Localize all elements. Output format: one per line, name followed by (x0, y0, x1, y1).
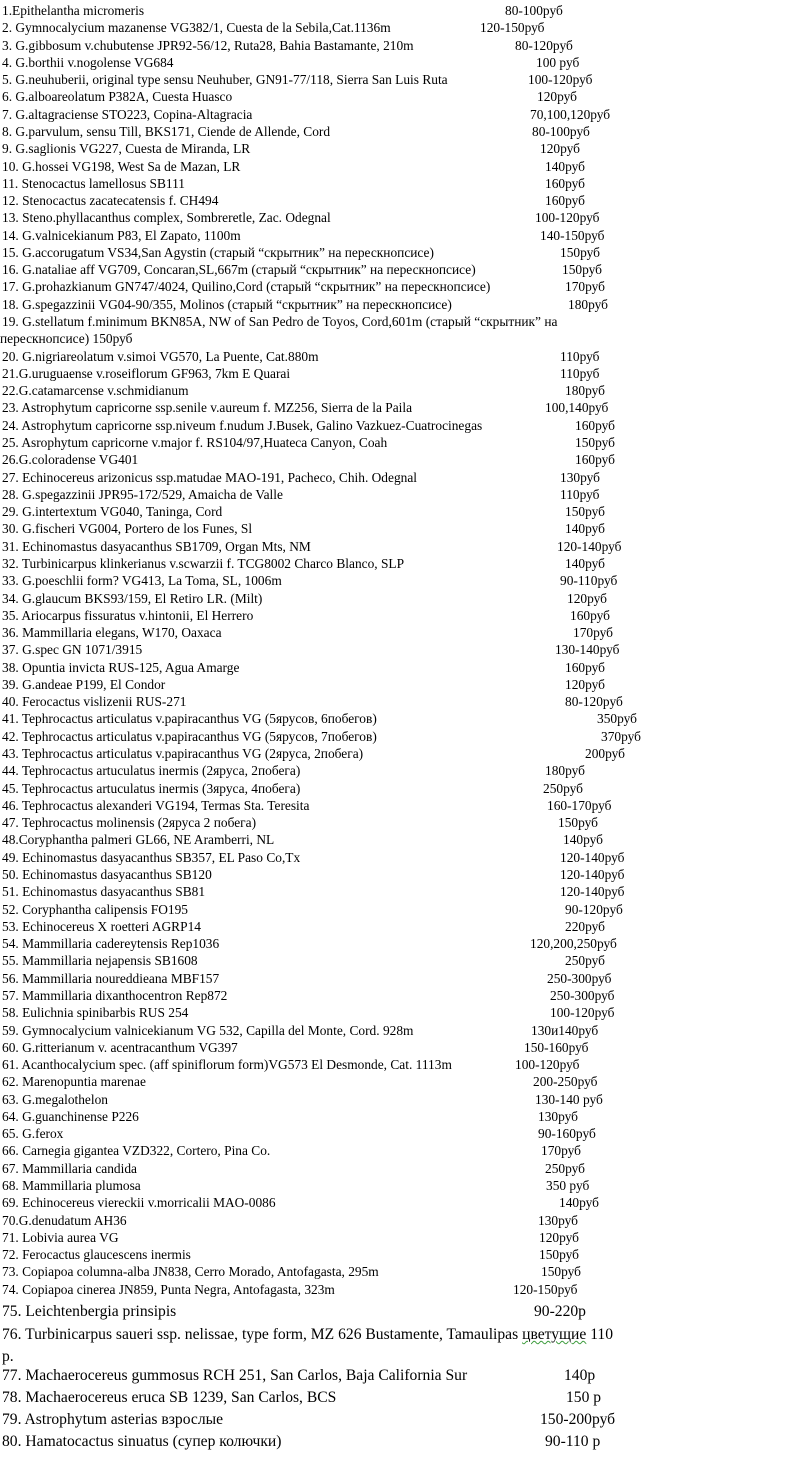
list-item (0, 935, 800, 952)
item-name: 61. Acanthocalycium spec. (aff spiniflorum form)VG573 El Desmonde, Cat. 1113m (2, 1057, 452, 1073)
list-item (0, 607, 800, 624)
list-item (0, 503, 800, 520)
item-price: 120-140руб (560, 867, 625, 882)
item-name: 23. Astrophytum capricorne ssp.senile v.aureum f. MZ256, Sierra de la Paila (2, 400, 413, 416)
item-name: 36. Mammillaria elegans, W170, Oaxaca (2, 625, 222, 641)
list-item (0, 1432, 800, 1452)
list-item (0, 1073, 800, 1090)
item-name: 7. G.altagraciense STO223, Copina-Altagracia (2, 106, 253, 122)
item-name: 67. Mammillaria candida (2, 1160, 137, 1176)
list-item (0, 1160, 800, 1177)
item-name: 70.G.denudatum AH36 (2, 1212, 127, 1228)
item-price: 250руб (545, 1160, 585, 1176)
item-price: 110руб (560, 365, 600, 381)
item-name: 3. G.gibbosum v.chubutense JPR92-56/12, Ruta28, Bahia Bastamante, 210m (2, 37, 414, 53)
item-price: 150руб (565, 504, 605, 520)
list-item (0, 192, 800, 209)
item-price: 150руб (539, 1247, 579, 1263)
item-name: 20. G.nigriareolatum v.simoi VG570, La Puente, Cat.880m (2, 348, 319, 364)
list-item (0, 1388, 800, 1408)
item-name: 58. Eulichnia spinibarbis RUS 254 (2, 1005, 189, 1021)
item-name: 8. G.parvulum, sensu Till, BKS171, Ciende de Allende, Cord (2, 123, 331, 139)
item-price: 250-300руб (547, 970, 612, 986)
item-price: 120-140руб (560, 849, 625, 865)
list-item (0, 624, 800, 641)
item-price: 80-100руб (505, 3, 563, 18)
item-price: 160руб (575, 452, 615, 468)
list-item (0, 814, 800, 831)
item-price: 250руб (565, 953, 605, 969)
item-price: 120руб (537, 89, 577, 105)
item-name: 78. Machaerocereus eruca SB 1239, San Carlos, BCS (2, 1389, 337, 1406)
item-name: 25. Asrophytum capricorne v.major f. RS104/97,Huateca Canyon, Coah (2, 435, 388, 450)
list-item (0, 659, 800, 676)
item-price: 120руб (565, 676, 605, 692)
item-name: 51. Echinomastus dasyacanthus SB81 (2, 884, 206, 900)
item-name: 26.G.coloradense VG401 (2, 452, 139, 468)
list-item (0, 866, 800, 883)
item-name: перескнопсисе) 150руб (0, 331, 133, 347)
item-name: 68. Mammillaria plumosa (2, 1178, 141, 1194)
list-item (0, 676, 800, 693)
item-price: 90-110 р (545, 1433, 601, 1450)
list-item (0, 641, 800, 658)
item-name: 28. G.spegazzinii JPR95-172/529, Amaicha de Valle (2, 486, 283, 502)
list-item (0, 572, 800, 589)
item-note: цветущие (522, 1326, 587, 1343)
item-name: 52. Coryphantha calipensis FO195 (2, 901, 188, 917)
item-name: 37. G.spec GN 1071/3915 (2, 642, 143, 658)
item-name: 55. Mammillaria nejapensis SB1608 (2, 953, 198, 969)
item-price: 140руб (559, 1195, 599, 1211)
list-item (0, 520, 800, 537)
list-item (0, 348, 800, 365)
item-price: 140-150руб (540, 227, 605, 243)
item-name: 44. Tephrocactus artuculatus inermis (2яруса, 2побега) (2, 763, 301, 779)
item-name: 76. Turbinicarpus saueri ssp. nelissae, type form, MZ 626 Bustamente, Tamaulipas (2, 1326, 519, 1343)
list-item (0, 54, 800, 71)
item-name: 22.G.catamarcense v.schmidianum (2, 383, 189, 399)
list-item (0, 37, 800, 54)
list-item (0, 486, 800, 503)
list-item (0, 1056, 800, 1073)
list-item (0, 849, 800, 866)
list-item (0, 1108, 800, 1125)
list-item (0, 762, 800, 779)
list-item (0, 1263, 800, 1280)
item-name: 24. Astrophytum capricorne ssp.niveum f.nudum J.Busek, Galino Vazkuez-Cuatrocinegas (2, 417, 483, 433)
item-price: 350руб (597, 711, 637, 727)
item-name: 9. G.saglionis VG227, Cuesta de Miranda, LR (2, 141, 251, 157)
list-item (0, 918, 800, 935)
item-price: 160руб (575, 417, 615, 433)
item-name: 46. Tephrocactus alexanderi VG194, Termas Sta. Teresita (2, 797, 310, 813)
list-item (0, 158, 800, 175)
item-name: 18. G.spegazzinii VG04-90/355, Molinos (старый “скрытник” на перескнопсисе) (2, 296, 452, 312)
item-name: 50. Echinomastus dasyacanthus SB120 (2, 867, 212, 882)
item-name: 79. Astrophytum asterias взрослые (2, 1411, 223, 1428)
item-name: 2. Gymnocalycium mazanense VG382/1, Cuesta de la Sebila,Cat.1136m (2, 20, 391, 36)
list-item (0, 555, 800, 572)
item-name: 16. G.nataliae aff VG709, Concaran,SL,667m (старый “скрытник” на перескнопсисе) (2, 262, 476, 278)
item-price: 100-120руб (528, 72, 593, 88)
list-item (0, 175, 800, 192)
item-price: 100,140руб (545, 400, 609, 416)
item-price: 160руб (565, 659, 605, 675)
list-item (0, 469, 800, 486)
item-price: 80-120руб (515, 37, 573, 53)
item-price: 110руб (560, 486, 600, 502)
item-name: 1.Epithelantha micromeris (2, 3, 145, 18)
item-name: 35. Ariocarpus fissuratus v.hintonii, El Herrero (2, 607, 254, 623)
item-price: 130руб (560, 469, 600, 485)
list-item (0, 987, 800, 1004)
item-price: 220руб (565, 918, 605, 934)
item-name: 59. Gymnocalycium valnicekianum VG 532, Capilla del Monte, Cord. 928m (2, 1022, 414, 1038)
item-name: 5. G.neuhuberii, original type sensu Neuhuber, GN91-77/118, Sierra San Luis Ruta (2, 72, 448, 88)
item-name: 65. G.ferox (2, 1126, 64, 1142)
item-price: 130и140руб (531, 1022, 599, 1038)
item-price: 150руб (575, 435, 615, 450)
item-price: 200руб (585, 746, 625, 762)
item-price: 100 руб (536, 54, 580, 70)
list-item (0, 382, 800, 399)
item-name: 13. Steno.phyllacanthus complex, Sombreretle, Zac. Odegnal (2, 210, 331, 226)
item-price: 120-140руб (557, 538, 622, 554)
list-item (0, 123, 800, 140)
list-item (0, 1366, 800, 1386)
item-name: 4. G.borthii v.nogolense VG684 (2, 54, 174, 70)
item-price: 150руб (541, 1264, 581, 1280)
list-item (0, 330, 800, 347)
list-item (0, 434, 800, 451)
item-name: 19. G.stellatum f.minimum BKN85A, NW of San Pedro de Toyos, Cord,601m (старый “скрытник” на (2, 314, 558, 330)
list-item (0, 797, 800, 814)
list-item (0, 278, 800, 295)
item-name: 10. G.hossei VG198, West Sa de Mazan, LR (2, 158, 241, 174)
item-name: 80. Hamatocactus sinuatus (супер колючки) (2, 1433, 282, 1450)
item-price: 170руб (541, 1143, 581, 1159)
item-name: 32. Turbinicarpus klinkerianus v.scwarzii f. TCG8002 Charco Blanco, SLP (2, 555, 405, 571)
item-name: 72. Ferocactus glaucescens inermis (2, 1247, 191, 1263)
item-price: 150руб (560, 244, 600, 260)
item-price: 80-100руб (532, 123, 590, 139)
item-name: 60. G.ritterianum v. acentracanthum VG397 (2, 1039, 238, 1055)
item-price: 90-120руб (565, 901, 623, 917)
list-item (0, 1229, 800, 1246)
list-item (0, 399, 800, 416)
item-price: 100-120руб (550, 1005, 615, 1021)
item-name: 77. Machaerocereus gummosus RCH 251, San Carlos, Baja California Sur (2, 1367, 468, 1384)
item-name: 66. Carnegia gigantea VZD322, Cortero, Pina Co. (2, 1143, 271, 1159)
list-item (0, 106, 800, 123)
item-name: 75. Leichtenbergia prinsipis (2, 1303, 177, 1320)
list-item (0, 1039, 800, 1056)
item-price: 110 (590, 1326, 614, 1343)
list-item (0, 745, 800, 762)
item-name: 43. Tephrocactus articulatus v.papiracanthus VG (2яруса, 2побега) (2, 746, 364, 762)
list-item (0, 296, 800, 313)
list-item (0, 227, 800, 244)
item-price: 150 р (566, 1389, 602, 1406)
item-price: 100-120руб (535, 210, 600, 226)
item-price: 150-200руб (540, 1411, 616, 1428)
item-price: 150руб (558, 815, 598, 831)
item-name: 39. G.andeae P199, El Condor (2, 676, 166, 692)
item-name: 29. G.intertextum VG040, Taninga, Cord (2, 504, 223, 520)
item-name: 40. Ferocactus vislizenii RUS-271 (2, 694, 187, 710)
item-name: 21.G.uruguaense v.roseiflorum GF963, 7km E Quarai (2, 365, 291, 381)
list-item (0, 1194, 800, 1211)
item-price: 90-220р (534, 1303, 586, 1320)
item-name: 45. Tephrocactus artuculatus inermis (3яруса, 4побега) (2, 780, 301, 796)
item-price: 130-140руб (555, 642, 620, 658)
item-price: 140р (564, 1367, 596, 1384)
list-item (0, 901, 800, 918)
item-name: 12. Stenocactus zacatecatensis f. CH494 (2, 193, 219, 209)
list-item (0, 244, 800, 261)
item-price: 100-120руб (515, 1057, 580, 1073)
list-item (0, 590, 800, 607)
item-name: 53. Echinocereus X roetteri AGRP14 (2, 918, 201, 934)
list-item (0, 209, 800, 226)
item-name: 57. Mammillaria dixanthocentron Rep872 (2, 987, 228, 1003)
list-item (0, 1410, 800, 1430)
item-price: 160руб (545, 193, 585, 209)
item-name: 33. G.poeschlii form? VG413, La Toma, SL, 1006m (2, 573, 282, 589)
item-price: 250руб (543, 780, 583, 796)
list-item (0, 365, 800, 382)
item-price: 110руб (560, 348, 600, 364)
item-name: 30. G.fischeri VG004, Portero de los Funes, Sl (2, 521, 253, 537)
item-name: 73. Copiapoa columna-alba JN838, Cerro Morado, Antofagasta, 295m (2, 1264, 379, 1280)
list-item (0, 1281, 800, 1298)
item-price: 120-150руб (513, 1281, 578, 1297)
item-price: 180руб (565, 383, 605, 399)
item-name: 14. G.valnicekianum P83, El Zapato, 1100m (2, 227, 241, 243)
item-price: 200-250руб (533, 1074, 598, 1090)
item-name: 41. Tephrocactus articulatus v.papiracanthus VG (5ярусов, 6побегов) (2, 711, 377, 727)
item-name: 63. G.megalothelon (2, 1091, 108, 1107)
list-item (0, 1212, 800, 1229)
list-item (0, 952, 800, 969)
item-price: 150-160руб (524, 1039, 589, 1055)
list-item (0, 1246, 800, 1263)
list-item (0, 88, 800, 105)
item-name: 27. Echinocereus arizonicus ssp.matudae MAO-191, Pacheco, Chih. Odegnal (2, 469, 417, 485)
item-price: 250-300руб (550, 987, 615, 1003)
list-item (0, 1004, 800, 1021)
item-price: 120,200,250руб (530, 936, 617, 952)
item-price: 120-140руб (560, 884, 625, 900)
list-item (0, 71, 800, 88)
list-item (0, 1022, 800, 1039)
item-name: 49. Echinomastus dasyacanthus SB357, EL Paso Co,Tx (2, 849, 301, 865)
item-name: 71. Lobivia aurea VG (2, 1229, 119, 1245)
item-name: 6. G.alboareolatum P382A, Cuesta Huasco (2, 89, 233, 105)
item-price: 130-140 руб (535, 1091, 603, 1107)
item-name: 56. Mammillaria noureddieana MBF157 (2, 970, 220, 986)
item-price: 90-160руб (538, 1126, 596, 1142)
item-price: 140руб (565, 555, 605, 571)
item-name: 74. Copiapoa cinerea JN859, Punta Negra, Antofagasta, 323m (2, 1281, 335, 1297)
item-price: 120руб (567, 590, 607, 606)
item-price: 180руб (545, 763, 585, 779)
item-name: 11. Stenocactus lamellosus SB111 (2, 175, 185, 191)
item-price: 90-110руб (560, 573, 618, 589)
item-price: 160-170руб (547, 797, 612, 813)
item-price: 370руб (601, 728, 641, 744)
item-price: 120-150руб (480, 20, 545, 36)
item-price: 140руб (565, 521, 605, 537)
list-item (0, 780, 800, 797)
item-name: 31. Echinomastus dasyacanthus SB1709, Organ Mts, NM (2, 538, 311, 554)
item-price: 140руб (545, 158, 585, 174)
list-item (0, 1302, 800, 1322)
list-item (0, 693, 800, 710)
item-name: 64. G.guanchinense P226 (2, 1108, 139, 1124)
item-price: 120руб (540, 141, 580, 157)
list-item (0, 261, 800, 278)
item-price: 130руб (538, 1108, 578, 1124)
item-price: 120руб (539, 1229, 579, 1245)
item-price: 170руб (565, 279, 605, 295)
item-price: 160руб (570, 607, 610, 623)
list-item (0, 1091, 800, 1108)
item-name: 62. Marenopuntia marenae (2, 1074, 146, 1090)
item-name: 47. Tephrocactus molinensis (2яруса 2 побега) (2, 815, 257, 831)
list-item (0, 313, 800, 330)
item-price: 150руб (562, 262, 602, 278)
list-item (0, 417, 800, 434)
item-name: 42. Tephrocactus articulatus v.papiracanthus VG (5ярусов, 7побегов) (2, 728, 377, 744)
list-item (0, 883, 800, 900)
item-name: 54. Mammillaria cadereytensis Rep1036 (2, 936, 220, 952)
item-price: 170руб (573, 625, 613, 641)
item-name: 48.Coryphantha palmeri GL66, NE Aramberri, NL (2, 832, 275, 848)
item-price: 350 руб (546, 1178, 590, 1194)
list-item (0, 1125, 800, 1142)
list-item (2, 1324, 782, 1368)
list-item (0, 710, 800, 727)
item-price: 160руб (545, 175, 585, 191)
list-item (0, 140, 800, 157)
item-name: 34. G.glaucum BKS93/159, El Retiro LR. (Milt) (2, 590, 263, 606)
item-price-unit: р. (2, 1348, 14, 1365)
list-item (0, 831, 800, 848)
list-item (0, 970, 800, 987)
item-name: 17. G.prohazkianum GN747/4024, Quilino,Cord (старый “скрытник” на перескнопсисе) (2, 279, 491, 295)
item-price: 180руб (568, 296, 608, 312)
item-price: 130руб (538, 1212, 578, 1228)
item-price: 80-120руб (565, 694, 623, 710)
list-item (0, 728, 800, 745)
item-price: 70,100,120руб (530, 106, 611, 122)
list-item (0, 1177, 800, 1194)
list-item (0, 2, 800, 19)
list-item (0, 538, 800, 555)
item-name: 15. G.accorugatum VS34,San Agystin (старый “скрытник” на перескнопсисе) (2, 244, 434, 260)
list-item (0, 451, 800, 468)
item-name: 38. Opuntia invicta RUS-125, Agua Amarge (2, 659, 240, 675)
list-item (0, 19, 800, 36)
item-name: 69. Echinocereus viereckii v.morricalii MAO-0086 (2, 1195, 276, 1211)
item-price: 140руб (563, 832, 603, 848)
list-item (0, 1142, 800, 1159)
